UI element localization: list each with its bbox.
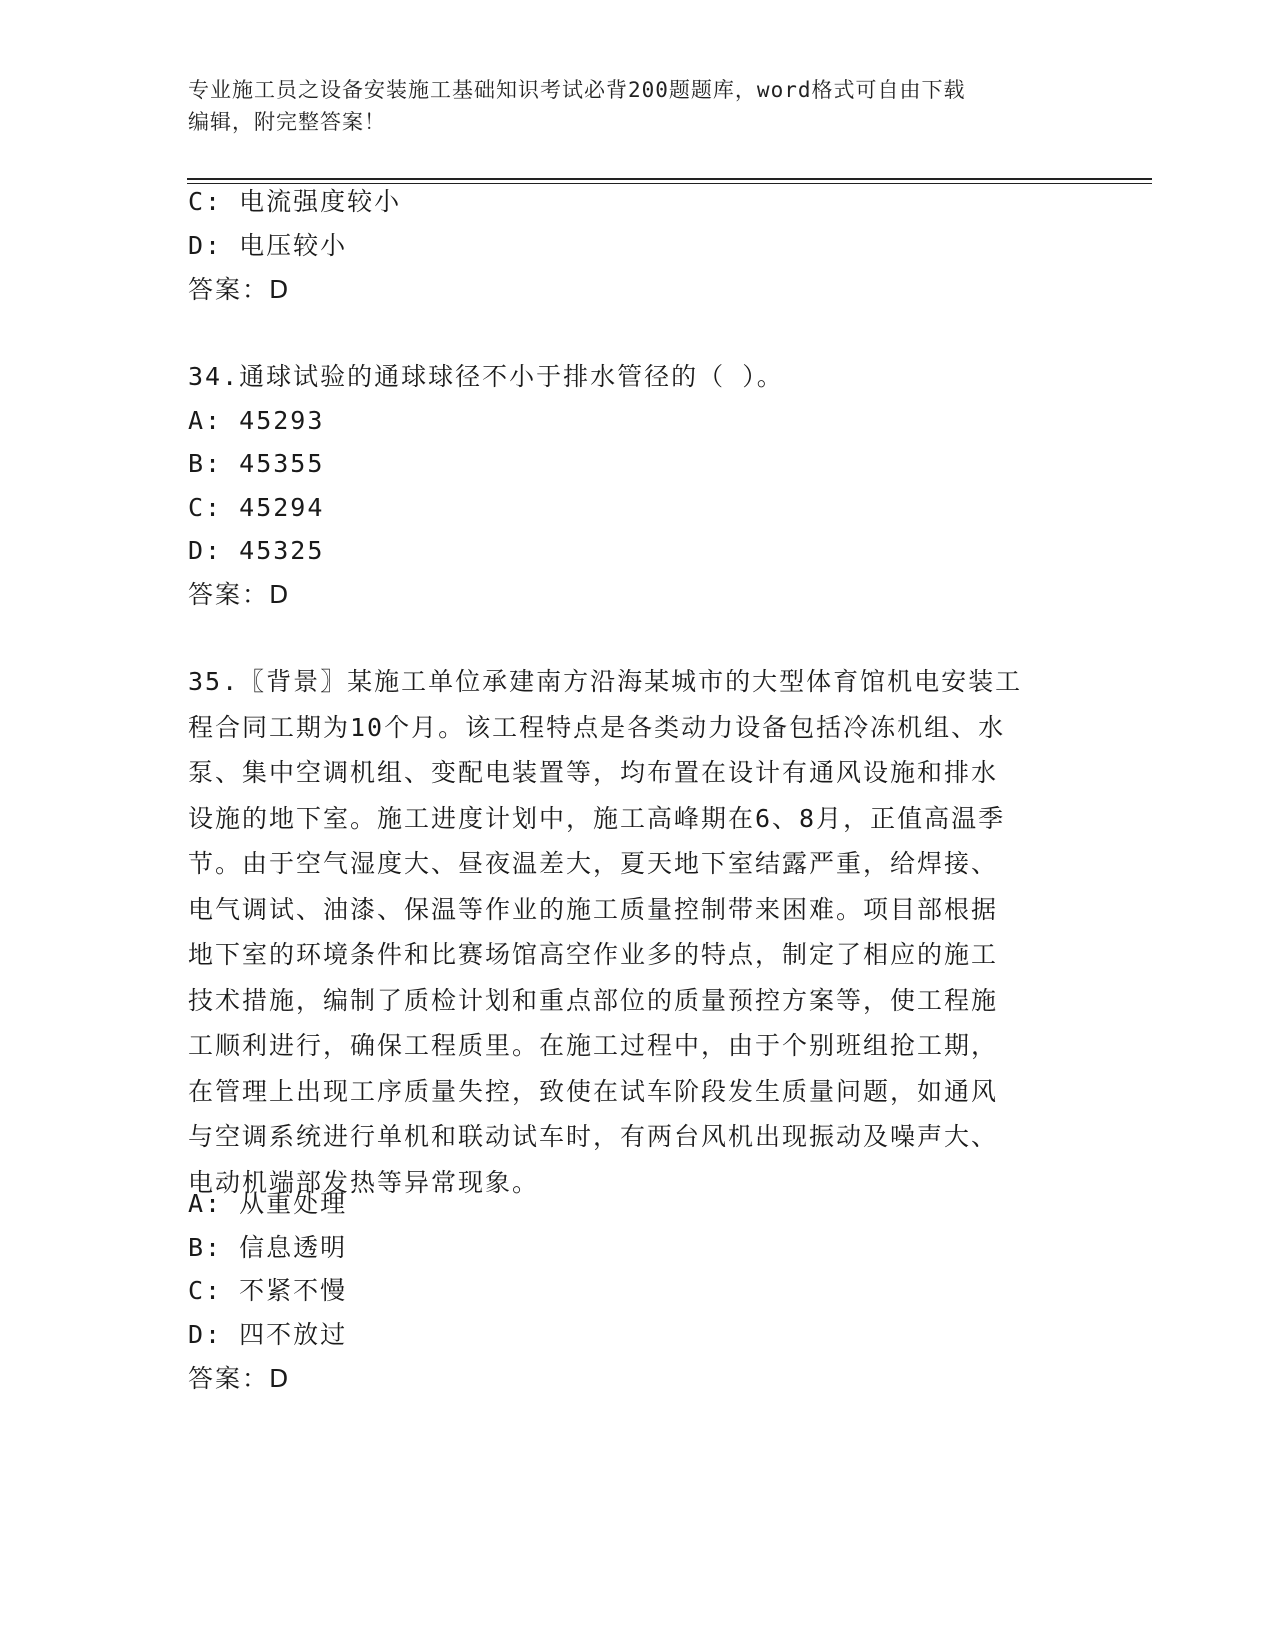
document-header — [188, 74, 1078, 138]
q35-question-line: 地下室的环境条件和比赛场馆高空作业多的特点，制定了相应的施工 — [188, 940, 999, 969]
q35-question-line: 泵、集中空调机组、变配电装置等，均布置在设计有通风设施和排水 — [188, 758, 999, 787]
q34-answer: 答案：D — [188, 580, 291, 609]
q35-question-line: 电动机端部发热等异常现象。 — [188, 1167, 540, 1197]
q34-option-a: A: 45293 — [188, 406, 325, 435]
header-divider-thin — [187, 183, 1152, 184]
header-divider-thick — [187, 178, 1152, 180]
q35-question-line: 设施的地下室。施工进度计划中，施工高峰期在6、8月，正值高温季 — [188, 803, 1006, 833]
q34-option-d: D: 45325 — [188, 536, 325, 565]
q35-question-line: 在管理上出现工序质量失控，致使在试车阶段发生质量问题，如通风 — [188, 1076, 999, 1106]
q34-option-b: B: 45355 — [188, 449, 325, 478]
header-line-1: 专业施工员之设备安装施工基础知识考试必背200题题库，word格式可自由下载 — [188, 78, 966, 102]
q33-answer: 答案：D — [188, 275, 291, 304]
q35-question-line: 与空调系统进行单机和联动试车时，有两台风机出现振动及噪声大、 — [188, 1122, 999, 1151]
q33-option-c: C: 电流强度较小 — [188, 187, 402, 216]
q35-question-line: 节。由于空气湿度大、昼夜温差大，夏天地下室结露严重，给焊接、 — [188, 849, 999, 878]
q35-question-line: 电气调试、油漆、保温等作业的施工质量控制带来困难。项目部根据 — [188, 894, 999, 924]
q35-answer: 答案：D — [188, 1364, 291, 1393]
q35-question-line: 程合同工期为10个月。该工程特点是各类动力设备包括冷冻机组、水 — [188, 712, 1006, 742]
q35-question-line: 技术措施，编制了质检计划和重点部位的质量预控方案等，使工程施 — [188, 985, 999, 1015]
q34-question: 34.通球试验的通球球径不小于排水管径的（ ）。 — [188, 362, 784, 391]
q35-question-line: 工顺利进行，确保工程质里。在施工过程中，由于个别班组抢工期， — [188, 1031, 999, 1060]
q35-question-line: 35.〖背景〗某施工单位承建南方沿海某城市的大型体育馆机电安装工 — [188, 667, 1023, 696]
q34-option-c: C: 45294 — [188, 493, 325, 522]
q33-option-d: D: 电压较小 — [188, 231, 348, 260]
q35-option-a: A: 从重处理 — [188, 1189, 348, 1218]
q35-option-c: C: 不紧不慢 — [188, 1276, 348, 1305]
header-line-2: 编辑，附完整答案！ — [188, 110, 386, 134]
q35-option-d: D: 四不放过 — [188, 1320, 348, 1349]
q35-question — [188, 659, 1078, 1205]
q35-option-b: B: 信息透明 — [188, 1233, 348, 1262]
